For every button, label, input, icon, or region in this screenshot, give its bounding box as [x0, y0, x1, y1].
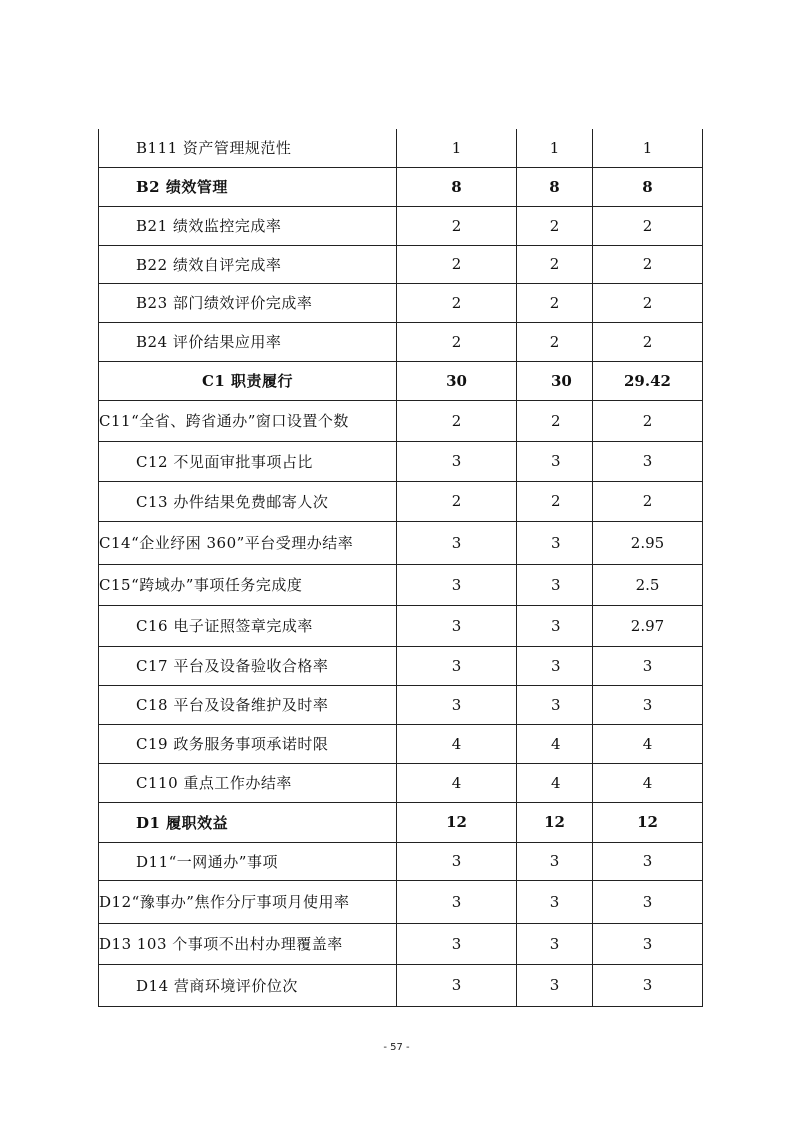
self-score-cell: 8	[517, 167, 593, 206]
evaluation-score-cell: 8	[593, 167, 703, 206]
standard-score-cell: 3	[397, 646, 517, 685]
self-score-cell: 3	[517, 964, 593, 1006]
table-row	[99, 646, 703, 685]
indicator-name-cell: B21 绩效监控完成率	[99, 206, 397, 245]
evaluation-score-cell: 2	[593, 283, 703, 322]
indicator-name-cell: C11“全省、跨省通办”窗口设置个数	[99, 400, 397, 441]
table-row	[99, 322, 703, 361]
evaluation-score-cell: 2.97	[593, 605, 703, 646]
self-score-cell: 3	[517, 923, 593, 964]
standard-score-cell: 2	[397, 400, 517, 441]
indicator-name-cell: B23 部门绩效评价完成率	[99, 283, 397, 322]
self-score-cell: 3	[517, 880, 593, 923]
indicator-name-cell: B24 评价结果应用率	[99, 322, 397, 361]
self-score-cell: 4	[517, 724, 593, 763]
self-score-cell: 3	[517, 842, 593, 880]
evaluation-score-cell: 3	[593, 923, 703, 964]
indicator-name-cell: D1 履职效益	[99, 802, 397, 842]
evaluation-score-cell: 3	[593, 646, 703, 685]
table-row	[99, 361, 703, 400]
evaluation-score-cell: 2.5	[593, 564, 703, 605]
table-row	[99, 685, 703, 724]
table-row	[99, 167, 703, 206]
score-table	[98, 129, 703, 1007]
self-score-cell: 3	[517, 605, 593, 646]
standard-score-cell: 3	[397, 564, 517, 605]
table-row	[99, 964, 703, 1006]
table-row	[99, 564, 703, 605]
self-score-cell: 12	[517, 802, 593, 842]
self-score-cell: 3	[517, 564, 593, 605]
standard-score-cell: 2	[397, 322, 517, 361]
evaluation-score-cell: 4	[593, 763, 703, 802]
self-score-cell: 30	[517, 361, 593, 400]
table-row	[99, 842, 703, 880]
standard-score-cell: 30	[397, 361, 517, 400]
table-row	[99, 923, 703, 964]
standard-score-cell: 3	[397, 923, 517, 964]
indicator-name-cell: C16 电子证照签章完成率	[99, 605, 397, 646]
evaluation-score-cell: 3	[593, 685, 703, 724]
standard-score-cell: 3	[397, 521, 517, 564]
standard-score-cell: 8	[397, 167, 517, 206]
indicator-name-cell: C17 平台及设备验收合格率	[99, 646, 397, 685]
evaluation-score-cell: 3	[593, 842, 703, 880]
self-score-cell: 2	[517, 322, 593, 361]
indicator-name-cell: D14 营商环境评价位次	[99, 964, 397, 1006]
evaluation-score-cell: 1	[593, 129, 703, 167]
table-row	[99, 283, 703, 322]
page-number: - 57 -	[383, 1042, 410, 1053]
self-score-cell: 2	[517, 400, 593, 441]
score-table-body	[99, 129, 703, 1006]
self-score-cell: 3	[517, 521, 593, 564]
indicator-name-cell: C19 政务服务事项承诺时限	[99, 724, 397, 763]
indicator-name-cell: C14“企业纾困 360”平台受理办结率	[99, 521, 397, 564]
evaluation-score-cell: 3	[593, 964, 703, 1006]
standard-score-cell: 3	[397, 880, 517, 923]
indicator-name-cell: C1 职责履行	[99, 361, 397, 400]
evaluation-score-cell: 2.95	[593, 521, 703, 564]
standard-score-cell: 3	[397, 842, 517, 880]
standard-score-cell: 2	[397, 245, 517, 283]
self-score-cell: 3	[517, 441, 593, 481]
self-score-cell: 4	[517, 763, 593, 802]
evaluation-score-cell: 4	[593, 724, 703, 763]
table-row	[99, 802, 703, 842]
self-score-cell: 1	[517, 129, 593, 167]
indicator-name-cell: B111 资产管理规范性	[99, 129, 397, 167]
indicator-name-cell: C15“跨域办”事项任务完成度	[99, 564, 397, 605]
table-row	[99, 206, 703, 245]
table-row	[99, 521, 703, 564]
indicator-name-cell: B22 绩效自评完成率	[99, 245, 397, 283]
standard-score-cell: 2	[397, 283, 517, 322]
evaluation-score-cell: 2	[593, 245, 703, 283]
indicator-name-cell: C12 不见面审批事项占比	[99, 441, 397, 481]
standard-score-cell: 3	[397, 605, 517, 646]
indicator-name-cell: D11“一网通办”事项	[99, 842, 397, 880]
evaluation-score-cell: 2	[593, 400, 703, 441]
table-row	[99, 605, 703, 646]
standard-score-cell: 2	[397, 206, 517, 245]
evaluation-score-cell: 12	[593, 802, 703, 842]
evaluation-score-cell: 29.42	[593, 361, 703, 400]
self-score-cell: 2	[517, 481, 593, 521]
evaluation-score-cell: 3	[593, 441, 703, 481]
table-row	[99, 441, 703, 481]
standard-score-cell: 12	[397, 802, 517, 842]
table-row	[99, 880, 703, 923]
standard-score-cell: 2	[397, 481, 517, 521]
evaluation-score-cell: 2	[593, 481, 703, 521]
table-row	[99, 724, 703, 763]
self-score-cell: 2	[517, 283, 593, 322]
self-score-cell: 2	[517, 206, 593, 245]
standard-score-cell: 3	[397, 685, 517, 724]
self-score-cell: 3	[517, 646, 593, 685]
self-score-cell: 2	[517, 245, 593, 283]
evaluation-score-cell: 2	[593, 206, 703, 245]
indicator-name-cell: D12“豫事办”焦作分厅事项月使用率	[99, 880, 397, 923]
standard-score-cell: 4	[397, 724, 517, 763]
indicator-name-cell: C13 办件结果免费邮寄人次	[99, 481, 397, 521]
table-row	[99, 481, 703, 521]
standard-score-cell: 4	[397, 763, 517, 802]
table-row	[99, 763, 703, 802]
indicator-name-cell: C18 平台及设备维护及时率	[99, 685, 397, 724]
table-row	[99, 129, 703, 167]
evaluation-score-cell: 3	[593, 880, 703, 923]
evaluation-score-cell: 2	[593, 322, 703, 361]
self-score-cell: 3	[517, 685, 593, 724]
indicator-name-cell: D13 103 个事项不出村办理覆盖率	[99, 923, 397, 964]
standard-score-cell: 3	[397, 441, 517, 481]
table-row	[99, 245, 703, 283]
table-row	[99, 400, 703, 441]
indicator-name-cell: C110 重点工作办结率	[99, 763, 397, 802]
standard-score-cell: 1	[397, 129, 517, 167]
standard-score-cell: 3	[397, 964, 517, 1006]
indicator-name-cell: B2 绩效管理	[99, 167, 397, 206]
